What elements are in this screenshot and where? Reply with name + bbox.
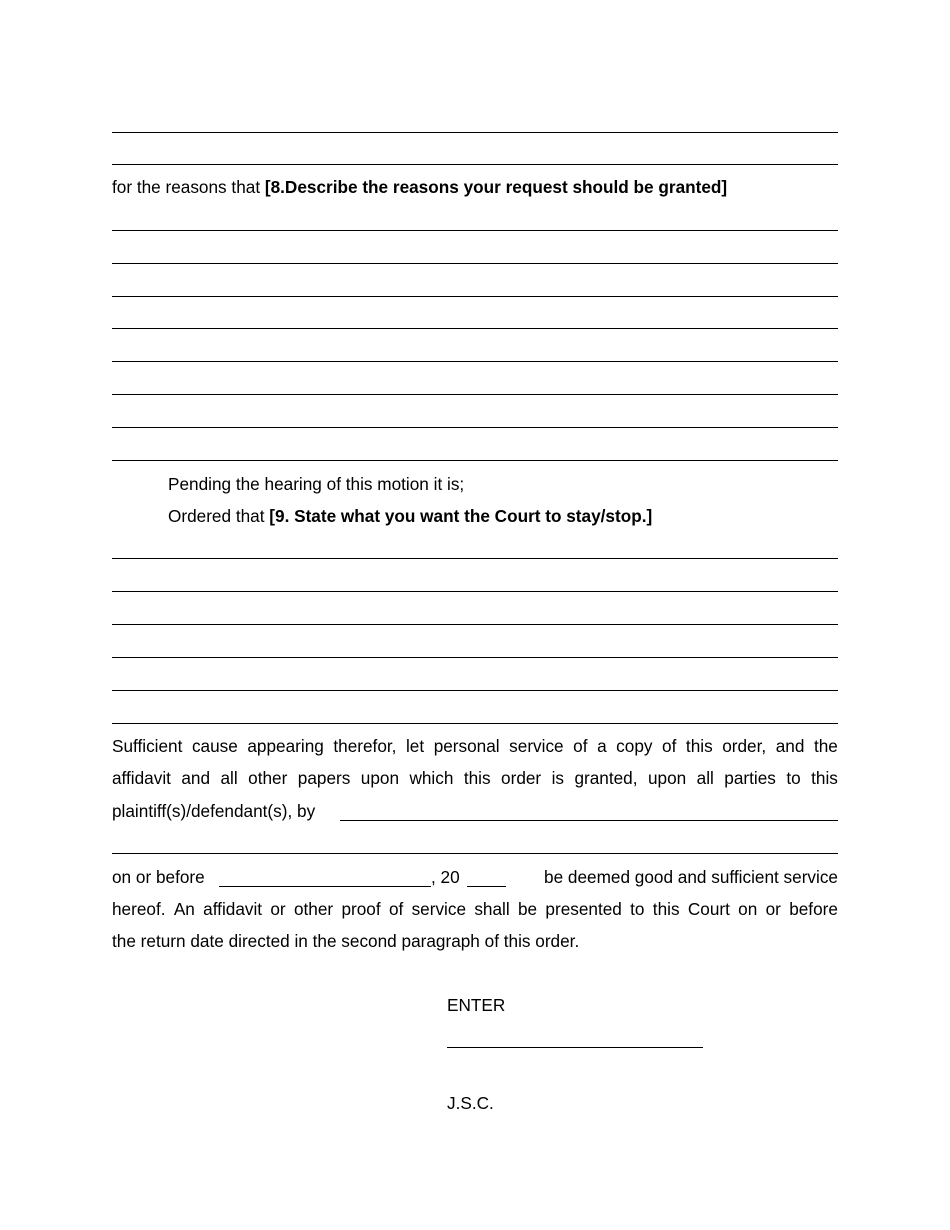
reasons-line[interactable]	[112, 394, 838, 395]
word: affidavit	[203, 899, 263, 919]
word: this	[652, 899, 680, 919]
ordered-lead: Ordered that	[168, 506, 270, 526]
blank-line[interactable]	[112, 132, 838, 133]
word: all	[696, 768, 714, 788]
word: upon	[647, 768, 687, 788]
word: which	[409, 768, 454, 788]
word: the	[813, 736, 838, 756]
order-line[interactable]	[112, 723, 838, 724]
word: proof	[341, 899, 381, 919]
served-by-label: plaintiff(s)/defendant(s), by	[112, 801, 316, 821]
reasons-instruction: [8.Describe the reasons your request should be granted]	[264, 177, 728, 197]
service-paragraph-line-1	[112, 736, 838, 756]
ordered-prompt	[168, 506, 652, 526]
service-paragraph-line-5	[112, 899, 838, 919]
word: Sufficient	[112, 736, 183, 756]
pending-hearing-text: Pending the hearing of this motion it is;	[168, 474, 465, 494]
word: cause	[191, 736, 238, 756]
reasons-line[interactable]	[112, 230, 838, 231]
word: therefor,	[333, 736, 397, 756]
word: service	[411, 899, 467, 919]
word: and	[775, 736, 805, 756]
ordered-instruction: [9. State what you want the Court to stay/stop.]	[269, 506, 653, 526]
word: of	[388, 899, 404, 919]
judge-signature-line[interactable]	[447, 1047, 703, 1048]
word: appearing	[247, 736, 324, 756]
word: personal	[433, 736, 500, 756]
word: and	[181, 768, 211, 788]
word: service	[509, 736, 564, 756]
reasons-line[interactable]	[112, 263, 838, 264]
order-line[interactable]	[112, 624, 838, 625]
order-line[interactable]	[112, 690, 838, 691]
word: upon	[360, 768, 400, 788]
word: a	[597, 736, 607, 756]
word: papers	[297, 768, 351, 788]
word: Court	[687, 899, 730, 919]
word: parties	[724, 768, 776, 788]
order-line[interactable]	[112, 591, 838, 592]
order-line[interactable]	[112, 657, 838, 658]
word: all	[220, 768, 238, 788]
word: shall	[474, 899, 510, 919]
word: on	[738, 899, 758, 919]
reasons-prompt	[112, 177, 727, 197]
service-year-field[interactable]	[467, 886, 506, 887]
year-prefix: , 20	[431, 867, 460, 887]
word: to	[786, 768, 801, 788]
word: other	[248, 768, 288, 788]
return-date-text: the return date directed in the second paragraph of this order.	[112, 931, 580, 951]
reasons-line[interactable]	[112, 427, 838, 428]
word: other	[293, 899, 334, 919]
word: copy	[616, 736, 653, 756]
reasons-line[interactable]	[112, 328, 838, 329]
word: presented	[545, 899, 622, 919]
word: granted,	[574, 768, 638, 788]
reasons-line[interactable]	[112, 361, 838, 362]
order-line[interactable]	[112, 558, 838, 559]
word: this	[811, 768, 838, 788]
service-date-field[interactable]	[219, 886, 431, 887]
word: be	[517, 899, 538, 919]
word: affidavit	[112, 768, 171, 788]
word: order,	[722, 736, 767, 756]
word: hereof.	[112, 899, 166, 919]
word: of	[662, 736, 677, 756]
word: to	[630, 899, 645, 919]
word: this	[463, 768, 491, 788]
served-by-field-continued[interactable]	[112, 853, 838, 854]
word: An	[173, 899, 195, 919]
word: of	[573, 736, 588, 756]
reasons-line[interactable]	[112, 460, 838, 461]
blank-line[interactable]	[112, 164, 838, 165]
service-paragraph-line-2	[112, 768, 838, 788]
served-by-field[interactable]	[340, 820, 838, 821]
word: let	[405, 736, 425, 756]
on-or-before-label: on or before	[112, 867, 205, 887]
word: order	[501, 768, 542, 788]
enter-label: ENTER	[447, 995, 506, 1015]
judge-title: J.S.C.	[447, 1093, 494, 1113]
word: this	[685, 736, 713, 756]
word: or	[270, 899, 286, 919]
deemed-text: be deemed good and sufficient service	[544, 867, 838, 887]
word: before	[789, 899, 838, 919]
word: is	[551, 768, 565, 788]
reasons-line[interactable]	[112, 296, 838, 297]
word: or	[765, 899, 781, 919]
reasons-lead: for the reasons that	[112, 177, 265, 197]
